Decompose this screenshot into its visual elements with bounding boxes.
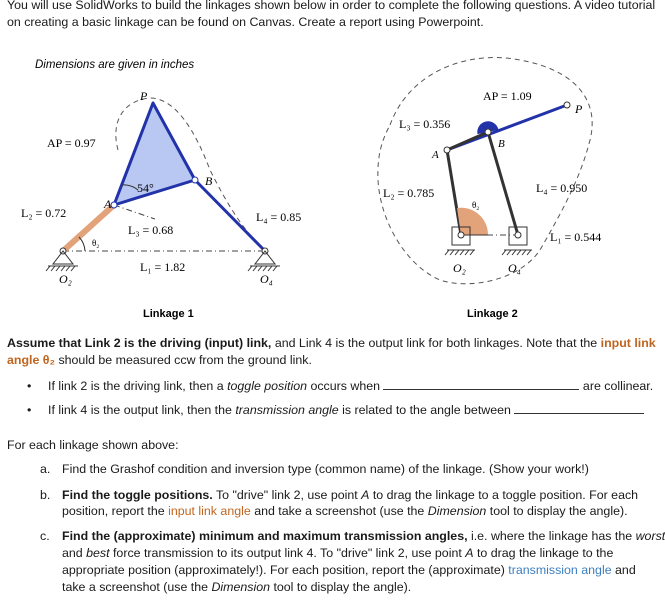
blank-line-2[interactable] <box>514 402 644 414</box>
assume-input-link: input link <box>600 336 656 350</box>
assume-bold: Assume that Link 2 is the driving (input) link, <box>7 336 272 350</box>
item-c: c. Find the (approximate) minimum and maximum transmission angles, i.e. where the linkage has the worst <box>40 529 665 543</box>
item-b: b. Find the toggle positions. To "drive" link 2, use point A to drag the linkage to a toggle position. For each <box>40 488 639 502</box>
linkage-2 <box>378 58 601 320</box>
linkage-figure <box>0 40 650 320</box>
label-o4-2: O₄ <box>508 261 521 275</box>
label-a-1: A <box>104 197 112 211</box>
bullet-1: • If link 2 is the driving link, then a toggle position occurs when are collinear. <box>27 379 654 393</box>
label-ap-2: AP = 1.09 <box>483 89 532 103</box>
label-p-1: P <box>140 89 148 103</box>
assume-line-2 <box>7 352 312 369</box>
bullet-2: • If link 4 is the output link, then the transmission angle is related to the angle between <box>27 402 644 419</box>
label-l2-2: L₂ = 0.785 <box>383 186 435 200</box>
crank-2 <box>447 150 461 235</box>
item-c-line-4: take a screenshot (use the Dimension tool to display the angle). <box>62 580 412 594</box>
label-l1-2: L₁ = 0.544 <box>550 230 602 244</box>
label-l4-2: L₄ = 0.950 <box>536 181 588 195</box>
item-c-line-3: appropriate position (approximately!). For each position, report the (approximate) transmission angle and <box>62 563 636 577</box>
item-c-line-2: and best force transmission to its output link 4. To "drive" link 2, use point A to drag the linkage to the <box>62 546 614 560</box>
item-b-line-2: position, report the input link angle and take a screenshot (use the Dimension tool to display the angle). <box>62 504 628 518</box>
label-l3-1: L₃ = 0.68 <box>128 223 174 237</box>
label-b-2: B <box>498 138 505 150</box>
assume-text: and Link 4 is the output link for both linkages. Note that the <box>271 336 601 350</box>
intro-line-2: on creating a basic linkage can be found on Canvas. Create a report using Powerpoint. <box>7 15 484 29</box>
label-l4-1: L₄ = 0.85 <box>256 210 302 224</box>
bullet-dot-icon: • <box>27 403 32 417</box>
label-theta-2: θ₂ <box>472 200 480 210</box>
caption-linkage-1: Linkage 1 <box>143 308 194 320</box>
dims-note: Dimensions are given in inches <box>35 59 195 71</box>
intro-line-1: You will use SolidWorks to build the linkages shown below in order to complete the following questions. A video tutorial <box>7 0 656 12</box>
label-theta-1: θ₂ <box>92 238 100 248</box>
rocker-1 <box>195 180 265 251</box>
crank-1 <box>63 205 114 251</box>
label-a-2: A <box>432 149 439 161</box>
label-ap-1: AP = 0.97 <box>47 136 96 150</box>
caption-linkage-2: Linkage 2 <box>467 308 518 320</box>
assume-end: should be measured ccw from the ground link. <box>55 353 312 367</box>
label-b-1: B <box>205 174 213 188</box>
label-p-2: P <box>575 102 583 116</box>
for-each: For each linkage shown above: <box>7 438 179 452</box>
item-a: a. Find the Grashof condition and inversion type (common name) of the linkage. (Show your work!) <box>40 462 589 476</box>
blank-line-1[interactable] <box>383 378 579 390</box>
label-l2-1: L₂ = 0.72 <box>21 206 67 220</box>
label-o2-1: O₂ <box>59 272 72 286</box>
label-l3-2: L₃ = 0.356 <box>399 117 451 131</box>
assume-angle: angle θ₂ <box>7 353 56 367</box>
label-o4-1: O₄ <box>260 272 273 286</box>
label-l1-1: L₁ = 1.82 <box>140 260 186 274</box>
label-o2-2: O₂ <box>453 261 466 275</box>
assume-line-1 <box>7 335 656 352</box>
linkage-1 <box>21 89 301 320</box>
label-angle-1: 54° <box>137 181 154 195</box>
bullet-dot-icon: • <box>27 379 32 393</box>
